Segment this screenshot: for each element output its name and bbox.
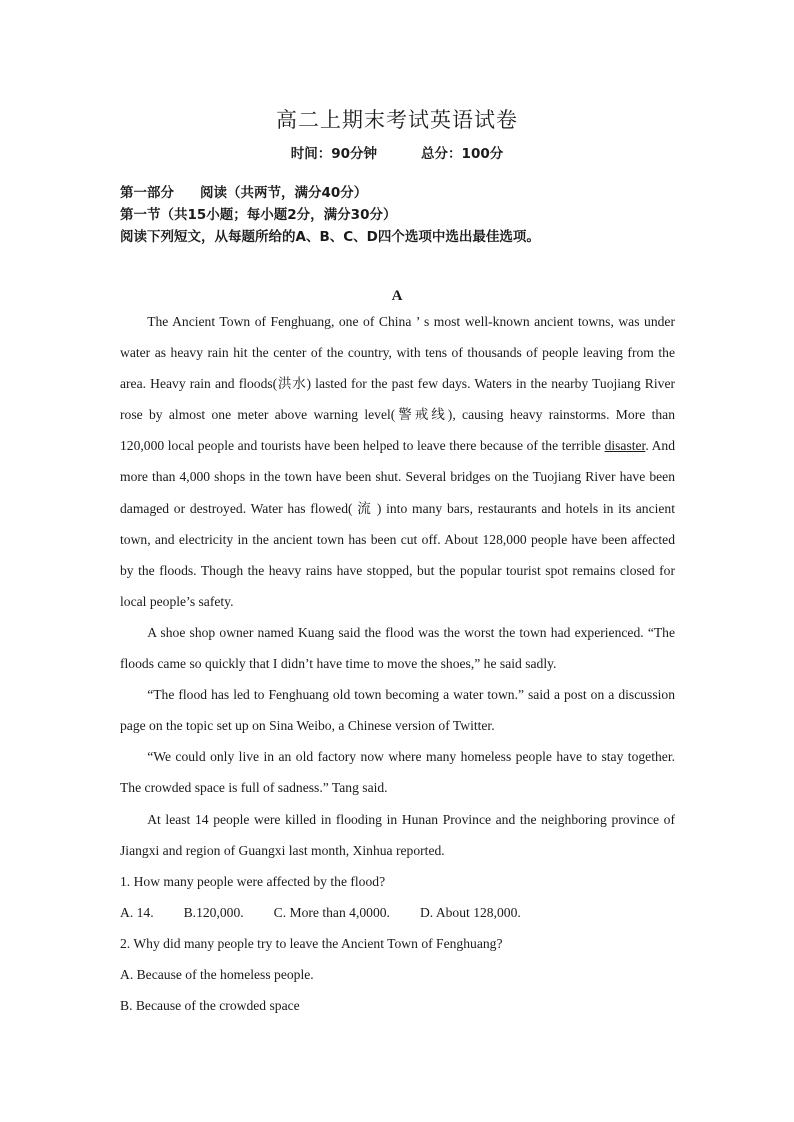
exam-title: 高二上期末考试英语试卷: [276, 108, 518, 132]
paragraph-2: A shoe shop owner named Kuang said the flood was the worst the town had experienced. “The floods came so quickly that I didn’t have time to move the shoes,” he said sadly.: [120, 624, 675, 672]
q2-option-b: B. Because of the crowded space: [120, 998, 300, 1014]
subsection-heading: 第一节（共15小题；每小题2分，满分30分）: [120, 207, 397, 223]
question-2: 2. Why did many people try to leave the Ancient Town of Fenghuang?: [120, 935, 503, 951]
q1-option-d: D. About 128,000.: [419, 904, 521, 920]
q2-option-a: A. Because of the homeless people.: [120, 966, 314, 982]
exam-time: 时间：90分钟: [290, 146, 378, 162]
q1-option-b: B.120,000.: [183, 904, 244, 920]
part-description: 阅读（共两节，满分40分）: [200, 185, 368, 201]
passage-body: [120, 306, 675, 1021]
question-1: 1. How many people were affected by the flood?: [120, 873, 386, 889]
question-1-options: [120, 897, 675, 928]
paragraph-3: “The flood has led to Fenghuang old town becoming a water town.” said a post on a discussion page on the topic set up on Sina Weibo, a Chinese version of Twitter.: [120, 687, 675, 734]
paragraph-5: At least 14 people were killed in flooding in Hunan Province and the neighboring province of Jiangxi and region of Guangxi last month, Xinhua reported.: [120, 811, 675, 858]
paragraph-4: “We could only live in an old factory now where many homeless people have to stay together. The crowded space is full of sadness.” Tang said.: [120, 749, 675, 796]
exam-subtitle: [0, 142, 794, 162]
q1-option-a: A. 14.: [120, 904, 154, 920]
paragraph-1: The Ancient Town of Fenghuang, one of China ’ s most well-known ancient towns, was under water as heavy rain hit the center of the country, with tens of thousands of people leaving from the area. Heavy rain and floods(洪水) lasted for the past few days. Waters in the nearby Tuojiang River rose by almost one meter above warning level(警戒线), causing heavy rainstorms. More than 120,000 local people and tourists have been helped to leave there because of the terrible disaster. And more than 4,000 shops in the town have been shut. Several bridges on the Tuojiang River have been damaged or destroyed. Water has flowed( 流 ) into many bars, restaurants and hotels in its ancient town, and electricity in the ancient town has been cut off. About 128,000 people have been affected by the floods. Though the heavy rains have stopped, but the popular tourist spot remains closed for local people’s safety.: [120, 314, 675, 609]
part-heading: [120, 181, 367, 201]
instruction-text: 阅读下列短文，从每题所给的A、B、C、D四个选项中选出最佳选项。: [120, 229, 540, 245]
exam-score: 总分：100分: [421, 146, 504, 162]
underlined-word: disaster: [604, 438, 646, 454]
part-name: 第一部分: [120, 185, 174, 201]
q1-option-c: C. More than 4,0000.: [273, 904, 390, 920]
passage-label: A: [391, 288, 403, 304]
